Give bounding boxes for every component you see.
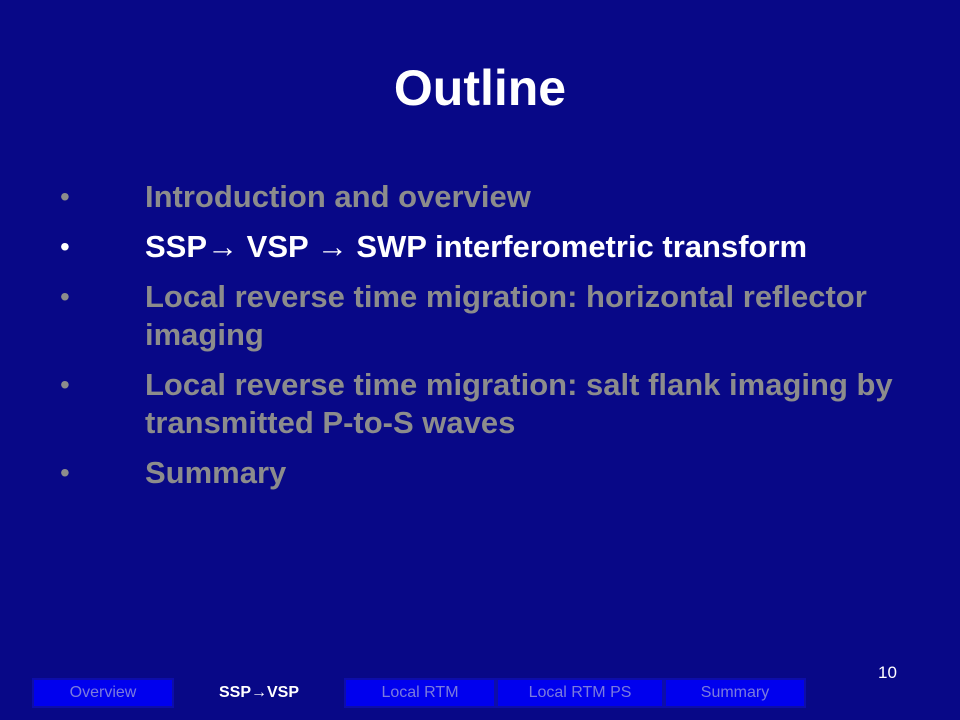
bullet-marker: • (60, 369, 70, 400)
outline-item-local-rtm-horizontal (60, 278, 920, 354)
page-number: 10 (878, 663, 897, 682)
outline-item-label: Local reverse time migration: salt flank imaging by transmitted P-to-S waves (145, 367, 893, 440)
slide-title: Outline (393, 60, 567, 116)
outline-item-label: Local reverse time migration: horizontal reflector imaging (145, 279, 867, 352)
right-arrow-icon: → (316, 229, 348, 264)
right-arrow-icon: → (207, 229, 239, 264)
nav-tab-overview[interactable]: Overview (32, 678, 174, 708)
bullet-marker: • (60, 457, 70, 488)
nav-tab-local-rtm[interactable]: Local RTM (344, 678, 496, 708)
outline-item-summary (60, 454, 920, 492)
nav-tab-local-rtm-ps[interactable]: Local RTM PS (496, 678, 664, 708)
outline-item-introduction (60, 178, 920, 216)
outline-item-label: Summary (145, 455, 287, 490)
bullet-marker: • (60, 181, 70, 212)
outline-item-local-rtm-salt-flank (60, 366, 920, 442)
outline-item-label: SSP→ VSP → SWP interferometric transform (145, 229, 808, 264)
outline-item-ssp-vsp-swp (60, 228, 920, 266)
section-nav (32, 678, 806, 708)
outline-item-label: Introduction and overview (145, 179, 531, 214)
nav-tab-summary[interactable]: Summary (664, 678, 806, 708)
right-arrow-icon: → (251, 684, 267, 701)
bullet-marker: • (60, 231, 70, 262)
nav-tab-ssp-vsp[interactable]: SSP→VSP (174, 678, 344, 708)
outline-list (60, 178, 920, 504)
bullet-marker: • (60, 281, 70, 312)
